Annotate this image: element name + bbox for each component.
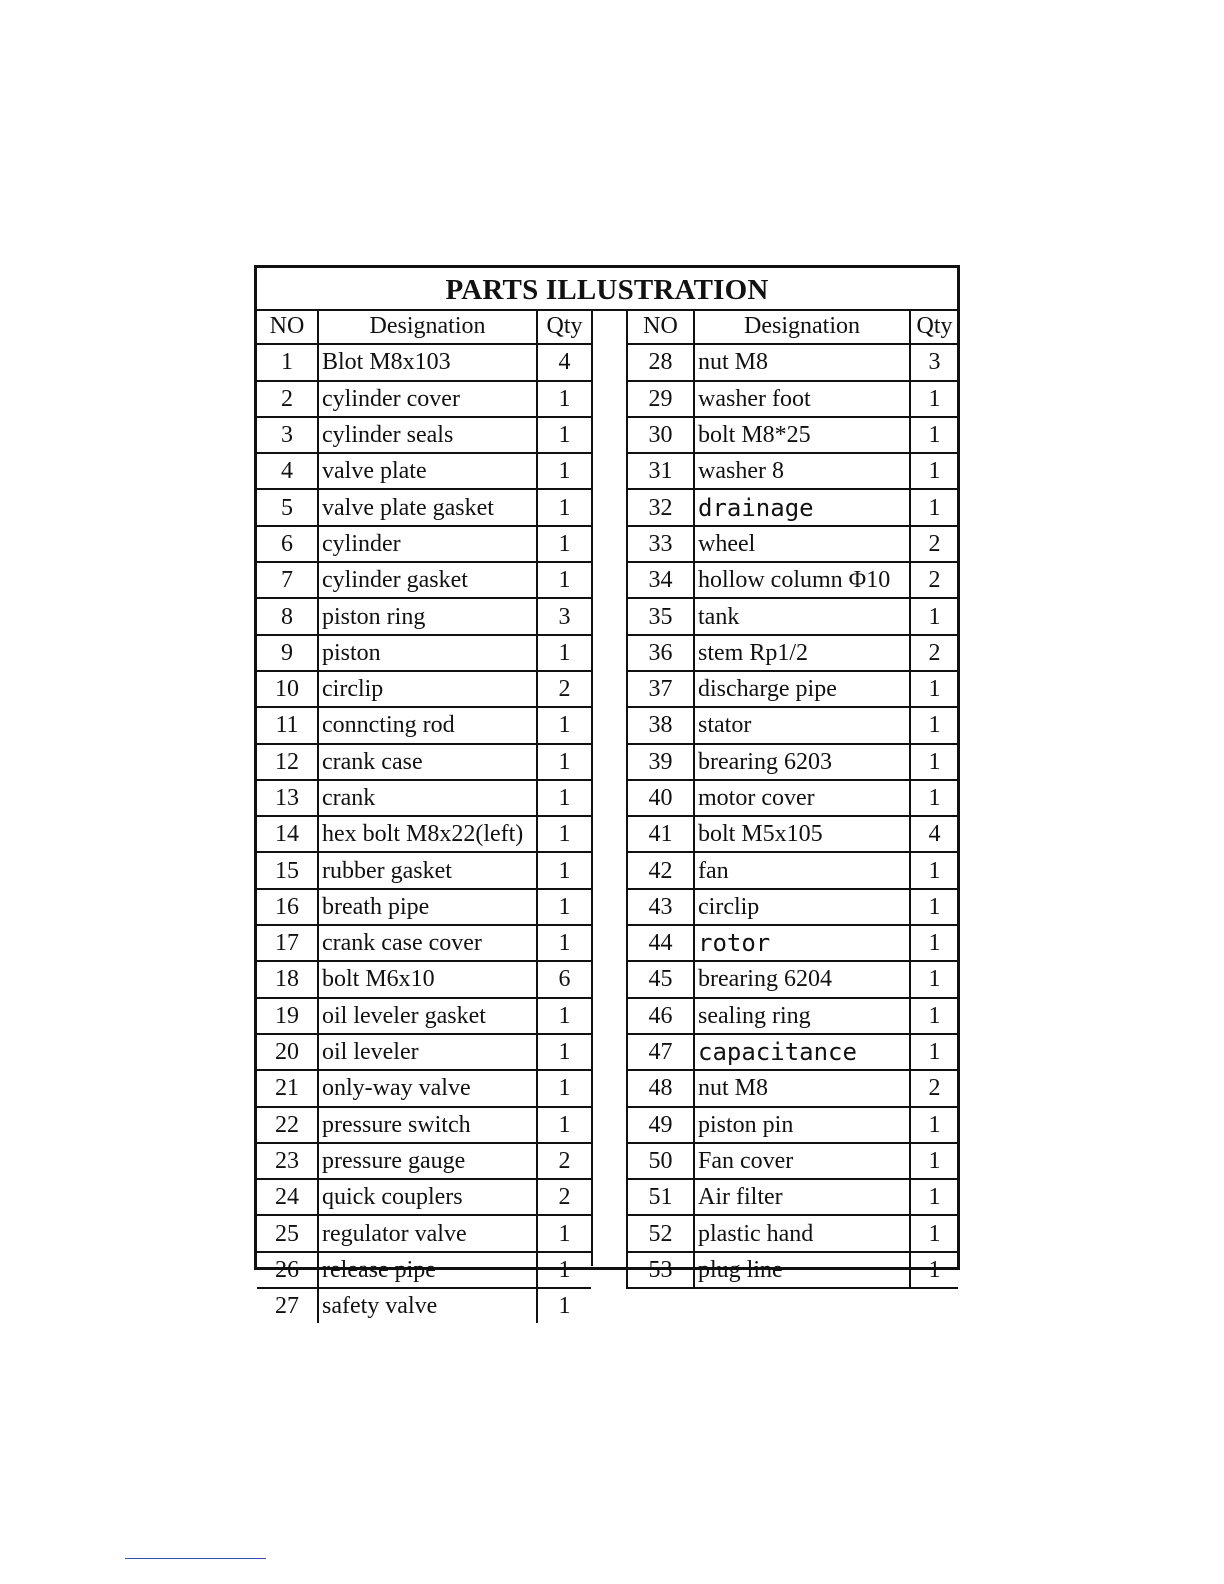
cell-designation: discharge pipe (694, 671, 910, 707)
cell-designation: pressure switch (318, 1107, 537, 1143)
table-row (627, 489, 958, 525)
cell-qty: 1 (537, 998, 591, 1034)
table-row (627, 852, 958, 888)
table-row (257, 417, 591, 453)
cell-qty: 1 (910, 381, 958, 417)
table-row (257, 453, 591, 489)
table-row (627, 1107, 958, 1143)
table-row (627, 744, 958, 780)
cell-qty: 1 (537, 453, 591, 489)
cell-qty: 2 (537, 1143, 591, 1179)
table-row (257, 635, 591, 671)
table-row (257, 925, 591, 961)
cell-qty: 4 (537, 344, 591, 380)
table-row (257, 998, 591, 1034)
cell-no: 6 (257, 526, 318, 562)
cell-qty: 3 (910, 344, 958, 380)
table-row (627, 1179, 958, 1215)
header-qty: Qty (537, 309, 591, 344)
table-row (627, 998, 958, 1034)
cell-designation: piston pin (694, 1107, 910, 1143)
cell-qty: 1 (537, 1070, 591, 1106)
cell-designation: capacitance (694, 1034, 910, 1070)
cell-qty: 1 (537, 1252, 591, 1288)
cell-qty: 2 (910, 562, 958, 598)
cell-no: 17 (257, 925, 318, 961)
header-no: NO (627, 309, 694, 344)
table-row (257, 707, 591, 743)
cell-no: 32 (627, 489, 694, 525)
cell-designation: brearing 6204 (694, 961, 910, 997)
cell-no: 33 (627, 526, 694, 562)
cell-no: 29 (627, 381, 694, 417)
table-row (627, 1143, 958, 1179)
column-separator (591, 309, 593, 1266)
cell-qty: 2 (910, 1070, 958, 1106)
cell-qty: 3 (537, 598, 591, 634)
cell-designation: circlip (694, 889, 910, 925)
cell-no: 19 (257, 998, 318, 1034)
cell-no: 42 (627, 852, 694, 888)
cell-no: 7 (257, 562, 318, 598)
cell-qty: 1 (537, 562, 591, 598)
cell-no: 27 (257, 1288, 318, 1323)
table-row (627, 707, 958, 743)
cell-no: 46 (627, 998, 694, 1034)
table-row (627, 526, 958, 562)
cell-qty: 1 (910, 1179, 958, 1215)
table-row (257, 562, 591, 598)
cell-designation: nut M8 (694, 1070, 910, 1106)
cell-designation: pressure gauge (318, 1143, 537, 1179)
cell-no: 48 (627, 1070, 694, 1106)
cell-qty: 1 (910, 1034, 958, 1070)
cell-qty: 1 (910, 1107, 958, 1143)
cell-designation: piston ring (318, 598, 537, 634)
cell-no: 51 (627, 1179, 694, 1215)
cell-qty: 1 (910, 852, 958, 888)
cell-designation: crank (318, 780, 537, 816)
cell-no: 25 (257, 1215, 318, 1251)
table-row (627, 925, 958, 961)
table-row (257, 816, 591, 852)
cell-qty: 1 (537, 1215, 591, 1251)
cell-designation: rubber gasket (318, 852, 537, 888)
table-row (257, 526, 591, 562)
cell-no: 23 (257, 1143, 318, 1179)
cell-no: 2 (257, 381, 318, 417)
cell-designation: bolt M5x105 (694, 816, 910, 852)
cell-no: 10 (257, 671, 318, 707)
cell-no: 1 (257, 344, 318, 380)
cell-designation: piston (318, 635, 537, 671)
header-qty: Qty (910, 309, 958, 344)
cell-designation: Blot M8x103 (318, 344, 537, 380)
table-row (257, 889, 591, 925)
cell-designation: regulator valve (318, 1215, 537, 1251)
header-no: NO (257, 309, 318, 344)
cell-designation: hex bolt M8x22(left) (318, 816, 537, 852)
cell-qty: 1 (537, 816, 591, 852)
cell-no: 5 (257, 489, 318, 525)
cell-no: 3 (257, 417, 318, 453)
cell-designation: circlip (318, 671, 537, 707)
table-row (627, 961, 958, 997)
table-row (627, 417, 958, 453)
cell-designation: release pipe (318, 1252, 537, 1288)
cell-no: 35 (627, 598, 694, 634)
footnote-rule (125, 1558, 266, 1559)
cell-designation: nut M8 (694, 344, 910, 380)
cell-no: 28 (627, 344, 694, 380)
table-row (257, 1070, 591, 1106)
table-row (257, 744, 591, 780)
table-row (627, 1070, 958, 1106)
cell-designation: valve plate gasket (318, 489, 537, 525)
table-header-row (257, 309, 591, 344)
table-row (627, 1252, 958, 1288)
cell-designation: stem Rp1/2 (694, 635, 910, 671)
cell-designation: washer foot (694, 381, 910, 417)
table-row (627, 671, 958, 707)
cell-qty: 1 (910, 961, 958, 997)
cell-qty: 1 (910, 598, 958, 634)
cell-qty: 2 (537, 671, 591, 707)
cell-qty: 2 (910, 526, 958, 562)
table-row (257, 1034, 591, 1070)
cell-qty: 1 (910, 744, 958, 780)
cell-no: 41 (627, 816, 694, 852)
table-row (627, 344, 958, 380)
cell-qty: 1 (910, 889, 958, 925)
cell-no: 31 (627, 453, 694, 489)
cell-qty: 1 (537, 1034, 591, 1070)
table-row (257, 1179, 591, 1215)
cell-no: 50 (627, 1143, 694, 1179)
cell-no: 11 (257, 707, 318, 743)
cell-qty: 1 (537, 744, 591, 780)
cell-no: 45 (627, 961, 694, 997)
table-row (627, 635, 958, 671)
cell-no: 44 (627, 925, 694, 961)
table-row (257, 1288, 591, 1323)
cell-designation: fan (694, 852, 910, 888)
cell-qty: 1 (537, 852, 591, 888)
cell-designation: plug line (694, 1252, 910, 1288)
table-row (257, 381, 591, 417)
table-row (257, 671, 591, 707)
cell-designation: cylinder cover (318, 381, 537, 417)
cell-qty: 1 (537, 1107, 591, 1143)
cell-no: 9 (257, 635, 318, 671)
cell-qty: 1 (910, 489, 958, 525)
table-row (627, 453, 958, 489)
table-row (627, 381, 958, 417)
cell-no: 34 (627, 562, 694, 598)
table-row (257, 961, 591, 997)
cell-no: 24 (257, 1179, 318, 1215)
cell-designation: cylinder seals (318, 417, 537, 453)
cell-qty: 1 (910, 1143, 958, 1179)
cell-designation: conncting rod (318, 707, 537, 743)
cell-designation: bolt M6x10 (318, 961, 537, 997)
cell-no: 4 (257, 453, 318, 489)
table-row (627, 1034, 958, 1070)
cell-designation: drainage (694, 489, 910, 525)
table-row (627, 598, 958, 634)
cell-qty: 1 (537, 381, 591, 417)
cell-qty: 1 (537, 707, 591, 743)
cell-qty: 4 (910, 816, 958, 852)
cell-no: 15 (257, 852, 318, 888)
cell-no: 40 (627, 780, 694, 816)
cell-no: 53 (627, 1252, 694, 1288)
cell-qty: 6 (537, 961, 591, 997)
table-row (627, 816, 958, 852)
cell-qty: 1 (910, 707, 958, 743)
table-title: PARTS ILLUSTRATION (257, 268, 957, 311)
cell-no: 16 (257, 889, 318, 925)
cell-designation: bolt M8*25 (694, 417, 910, 453)
cell-no: 13 (257, 780, 318, 816)
cell-no: 38 (627, 707, 694, 743)
cell-no: 36 (627, 635, 694, 671)
cell-qty: 1 (910, 1252, 958, 1288)
cell-no: 47 (627, 1034, 694, 1070)
parts-table-right (626, 309, 958, 1289)
table-row (257, 1143, 591, 1179)
cell-designation: rotor (694, 925, 910, 961)
cell-qty: 1 (910, 925, 958, 961)
cell-qty: 1 (537, 489, 591, 525)
cell-designation: motor cover (694, 780, 910, 816)
cell-no: 26 (257, 1252, 318, 1288)
cell-designation: oil leveler (318, 1034, 537, 1070)
cell-designation: brearing 6203 (694, 744, 910, 780)
cell-designation: breath pipe (318, 889, 537, 925)
cell-designation: cylinder (318, 526, 537, 562)
parts-table-left (257, 309, 591, 1323)
cell-designation: wheel (694, 526, 910, 562)
table-row (627, 1215, 958, 1251)
cell-no: 12 (257, 744, 318, 780)
cell-designation: crank case (318, 744, 537, 780)
cell-designation: Air filter (694, 1179, 910, 1215)
table-row (627, 562, 958, 598)
cell-no: 8 (257, 598, 318, 634)
cell-qty: 1 (537, 417, 591, 453)
cell-qty: 1 (910, 453, 958, 489)
cell-designation: sealing ring (694, 998, 910, 1034)
cell-qty: 1 (537, 889, 591, 925)
cell-no: 20 (257, 1034, 318, 1070)
cell-designation: oil leveler gasket (318, 998, 537, 1034)
cell-qty: 1 (537, 925, 591, 961)
table-row (257, 780, 591, 816)
cell-qty: 1 (910, 671, 958, 707)
cell-qty: 1 (537, 780, 591, 816)
table-header-row (627, 309, 958, 344)
cell-designation: plastic hand (694, 1215, 910, 1251)
cell-designation: cylinder gasket (318, 562, 537, 598)
cell-qty: 1 (910, 417, 958, 453)
cell-designation: washer 8 (694, 453, 910, 489)
cell-qty: 1 (558, 1293, 571, 1320)
cell-designation: only-way valve (318, 1070, 537, 1106)
cell-no: 14 (257, 816, 318, 852)
table-row (257, 1107, 591, 1143)
table-row (257, 598, 591, 634)
cell-qty: 2 (910, 635, 958, 671)
cell-no: 21 (257, 1070, 318, 1106)
cell-no: 37 (627, 671, 694, 707)
cell-no: 30 (627, 417, 694, 453)
cell-designation: stator (694, 707, 910, 743)
cell-qty: 2 (537, 1179, 591, 1215)
cell-designation: hollow column Φ10 (694, 562, 910, 598)
cell-designation: quick couplers (318, 1179, 537, 1215)
cell-designation: crank case cover (318, 925, 537, 961)
cell-no: 18 (257, 961, 318, 997)
table-row (257, 489, 591, 525)
table-row (257, 852, 591, 888)
cell-designation: safety valve (318, 1288, 537, 1323)
cell-qty: 1 (910, 998, 958, 1034)
cell-qty: 1 (537, 635, 591, 671)
header-designation: Designation (318, 309, 537, 344)
cell-no: 43 (627, 889, 694, 925)
cell-designation: valve plate (318, 453, 537, 489)
cell-no: 22 (257, 1107, 318, 1143)
table-row (257, 1215, 591, 1251)
table-row (627, 780, 958, 816)
cell-no: 39 (627, 744, 694, 780)
cell-designation: tank (694, 598, 910, 634)
cell-designation: Fan cover (694, 1143, 910, 1179)
cell-qty: 1 (910, 780, 958, 816)
header-designation: Designation (694, 309, 910, 344)
cell-no: 49 (627, 1107, 694, 1143)
parts-table-frame (254, 265, 960, 1320)
table-row (257, 344, 591, 380)
table-row (627, 889, 958, 925)
table-row (257, 1252, 591, 1288)
cell-qty: 1 (910, 1215, 958, 1251)
cell-qty: 1 (537, 526, 591, 562)
cell-no: 52 (627, 1215, 694, 1251)
